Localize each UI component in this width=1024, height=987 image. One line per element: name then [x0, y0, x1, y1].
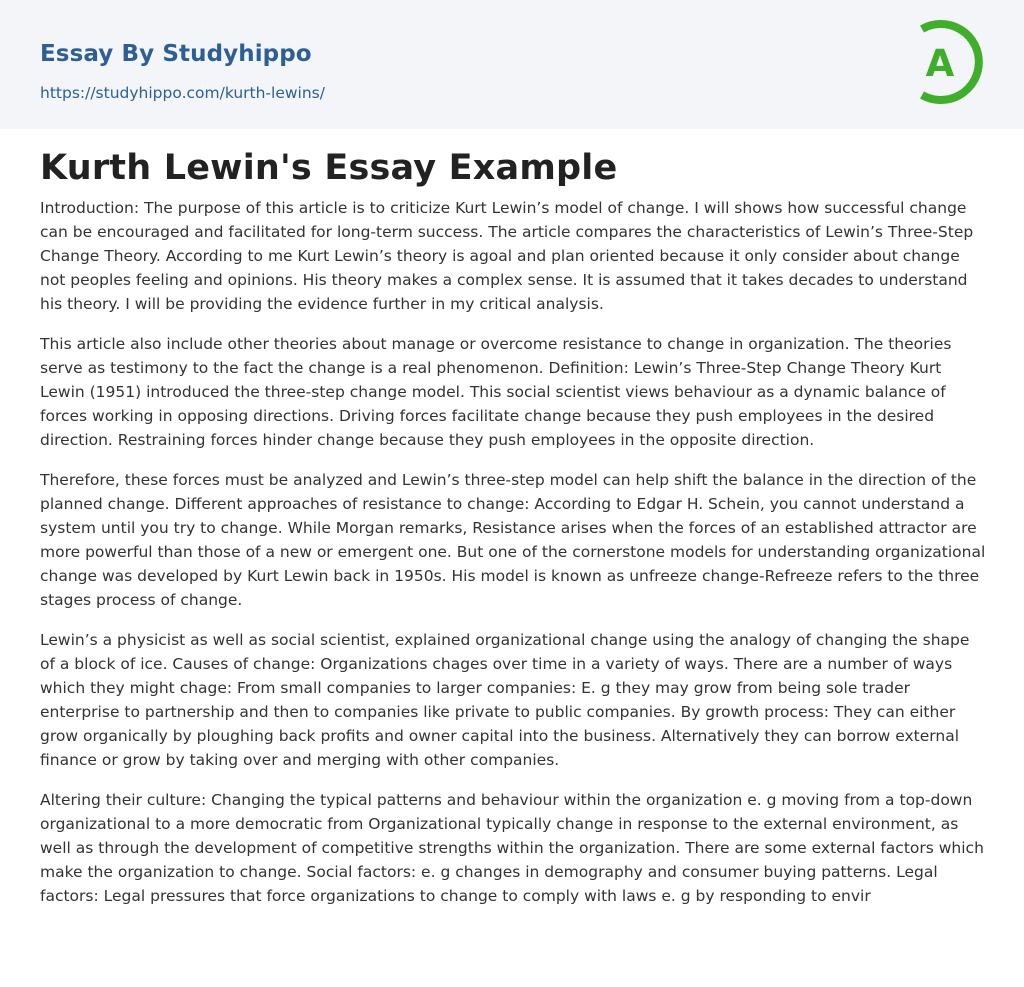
logo-letter: A [925, 42, 955, 85]
studyhippo-logo-icon[interactable] [910, 19, 986, 105]
article-paragraph-5: Altering their culture: Changing the typical patterns and behaviour within the organization e. g moving from a top-down organizational to a more democratic from Organizational typically change in response to the external environment, as well as through the development of competitive strengths within the organization. There are some external factors which make the organization to change. Social factors: e. g changes in demography and consumer buying patterns. Legal factors: Legal pressures that force organizations to change to comply with laws e. g by responding to envir [40, 791, 984, 905]
page-url-link[interactable]: https://studyhippo.com/kurth-lewins/ [40, 84, 325, 102]
site-header [0, 0, 1024, 129]
article-paragraph-4: Lewin’s a physicist as well as social scientist, explained organizational change using the analogy of changing the shape of a block of ice. Causes of change: Organizations chages over time in a variety of ways. There are a number of ways which they might chage: From small companies to larger companies: E. g they may grow from being sole trader enterprise to partnership and then to companies like private to public companies. By growth process: They can either grow organically by ploughing back profits and owner capital into the business. Alternatively they can borrow external finance or grow by taking over and merging with other companies. [40, 631, 970, 769]
article-paragraph-1: Introduction: The purpose of this article is to criticize Kurt Lewin’s model of change. I will shows how successful change can be encouraged and facilitated for long-term success. The article compares the characteristics of Lewin’s Three-Step Change Theory. According to me Kurt Lewin’s theory is agoal and plan oriented because it only consider about change not peoples feeling and opinions. His theory makes a complex sense. It is assumed that it takes decades to understand his theory. I will be providing the evidence further in my critical analysis. [40, 199, 974, 313]
site-brand[interactable]: Essay By Studyhippo [40, 41, 312, 67]
article-paragraph-2: This article also include other theories about manage or overcome resistance to change in organization. The theories serve as testimony to the fact the change is a real phenomenon. Definition: Lewin’s Three-Step Change Theory Kurt Lewin (1951) introduced the three-step change model. This social scientist views behaviour as a dynamic balance of forces working in opposing directions. Driving forces facilitate change because they push employees in the desired direction. Restraining forces hinder change because they push employees in the opposite direction. [40, 335, 952, 449]
article-title: Kurth Lewin's Essay Example [40, 148, 618, 188]
article [40, 144, 986, 924]
article-paragraph-3: Therefore, these forces must be analyzed and Lewin’s three-step model can help shift the balance in the direction of the planned change. Different approaches of resistance to change: According to Edgar H. Schein, you cannot understand a system until you try to change. While Morgan remarks, Resistance arises when the forces of an established attractor are more powerful than those of a new or emergent one. But one of the cornerstone models for understanding organizational change was developed by Kurt Lewin back in 1950s. His model is known as unfreeze change-Refreeze refers to the three stages process of change. [40, 471, 986, 609]
